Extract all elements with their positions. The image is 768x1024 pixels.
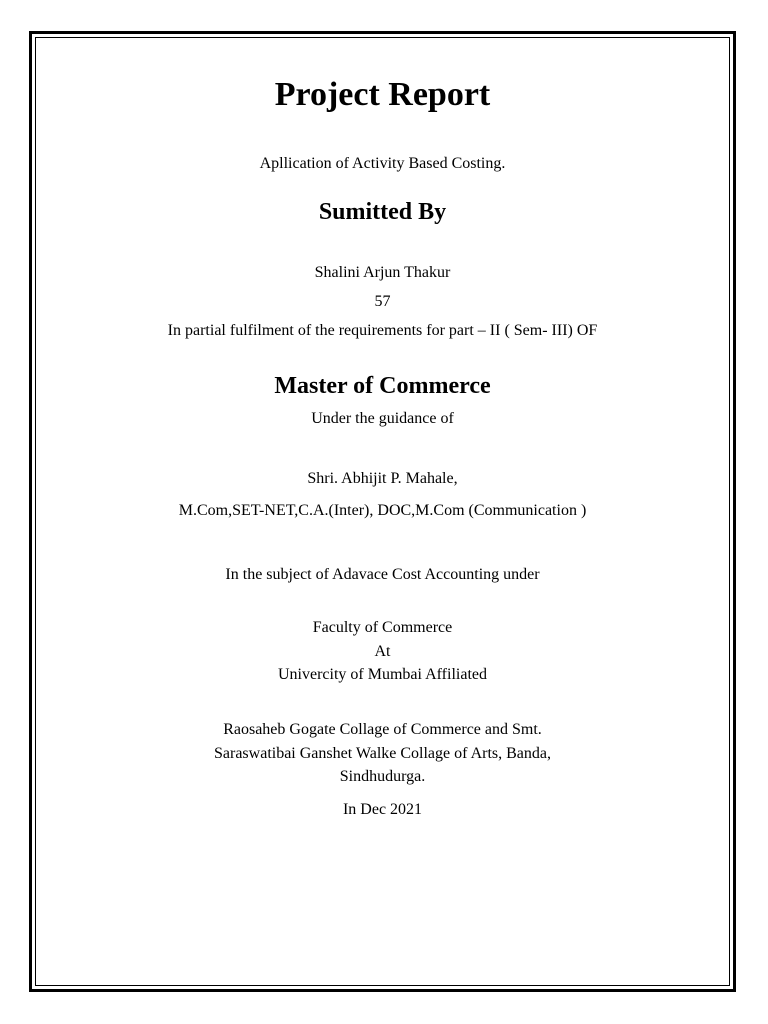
document-title: Project Report: [274, 76, 491, 113]
roll-number: 57: [374, 293, 391, 310]
fulfilment-text: In partial fulfilment of the requirements for part – II ( Sem- III) OF: [167, 322, 598, 339]
college-line-1: Raosaheb Gogate Collage of Commerce and Smt.: [223, 721, 542, 738]
subject-text: In the subject of Adavace Cost Accounting under: [225, 566, 540, 583]
university-name: Univercity of Mumbai Affiliated: [278, 666, 487, 683]
student-name: Shalini Arjun Thakur: [314, 264, 451, 281]
submission-date: In Dec 2021: [342, 801, 423, 818]
faculty-name: Faculty of Commerce: [312, 619, 453, 636]
guide-qualifications: M.Com,SET-NET,C.A.(Inter), DOC,M.Com (Communication ): [178, 502, 587, 519]
at-text: At: [374, 643, 391, 660]
college-line-3: Sindhudurga.: [339, 768, 426, 785]
submitted-by-heading: Sumitted By: [318, 199, 447, 225]
college-line-2: Saraswatibai Ganshet Walke Collage of Arts, Banda,: [214, 745, 551, 762]
degree-name: Master of Commerce: [274, 373, 491, 399]
project-topic: Apllication of Activity Based Costing.: [259, 155, 506, 172]
guidance-text: Under the guidance of: [311, 410, 454, 427]
guide-name: Shri. Abhijit P. Mahale,: [307, 470, 458, 487]
